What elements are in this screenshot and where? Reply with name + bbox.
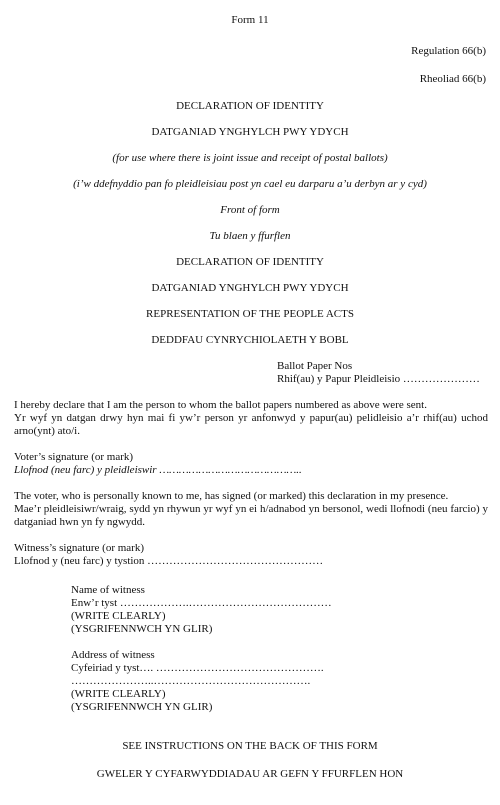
witness-address-write-clearly: (WRITE CLEARLY): [71, 688, 166, 700]
subtitle-en: (for use where there is joint issue and receipt of postal ballots): [112, 152, 388, 164]
witness-name-field[interactable]: Enw’r tyst ……………….…………………………………: [71, 597, 332, 609]
declaration-en: I hereby declare that I am the person to whom the ballot papers numbered as above were sent.: [14, 399, 427, 411]
witness-name-label: Name of witness: [71, 584, 145, 596]
witness-address-label: Address of witness: [71, 649, 155, 661]
witness-address-write-clearly-cy: (YSGRIFENNWCH YN GLIR): [71, 701, 213, 713]
subtitle-cy: (i’w ddefnyddio pan fo pleidleisiau post yn cael eu darparu a’u derbyn ar y cyd): [73, 178, 427, 190]
voter-signature-field[interactable]: Llofnod (neu farc) y pleidleiswir ……………………………………..: [14, 464, 302, 476]
witness-statement-cy: Mae’r pleidleisiwr/wraig, sydd yn rhywun yr wyf yn ei h/adnabod yn bersonol, wedi llofnodi (neu farcio) y datganiad hwn yn fy ngwydd.: [14, 503, 488, 528]
witness-address-field-line2[interactable]: …………………..…………………………………….: [71, 675, 311, 687]
witness-name-write-clearly-cy: (YSGRIFENNWCH YN GLIR): [71, 623, 213, 635]
heading-cy: DATGANIAD YNGHYLCH PWY YDYCH: [151, 282, 349, 294]
ballot-paper-field[interactable]: Rhif(au) y Papur Pleidleisio …………………: [277, 373, 480, 385]
form-number: Form 11: [231, 14, 269, 26]
front-of-form-en: Front of form: [220, 204, 280, 216]
front-of-form-cy: Tu blaen y ffurflen: [209, 230, 291, 242]
voter-signature-label: Voter’s signature (or mark): [14, 451, 134, 463]
witness-statement: [14, 490, 488, 529]
heading-en: DECLARATION OF IDENTITY: [176, 256, 324, 268]
instructions-en: SEE INSTRUCTIONS ON THE BACK OF THIS FORM: [122, 740, 378, 752]
title-en: DECLARATION OF IDENTITY: [176, 100, 324, 112]
witness-signature-field[interactable]: Llofnod y (neu farc) y tystion …………………………………………: [14, 555, 324, 567]
witness-signature-label: Witness’s signature (or mark): [14, 542, 144, 554]
witness-address-field[interactable]: Cyfeiriad y tyst…. ……………………………………….: [71, 662, 324, 674]
acts-en: REPRESENTATION OF THE PEOPLE ACTS: [146, 308, 354, 320]
instructions-cy: GWELER Y CYFARWYDDIADAU AR GEFN Y FFURFLEN HON: [96, 768, 404, 780]
witness-name-write-clearly: (WRITE CLEARLY): [71, 610, 166, 622]
ballot-paper-label-en: Ballot Paper Nos: [277, 360, 353, 372]
declaration-text: [14, 399, 488, 438]
declaration-cy: Yr wyf yn datgan drwy hyn mai fi yw’r person yr anfonwyd y papur(au) pelidleisio a’r rhif(au) uchod arno(ynt) ato/i.: [14, 412, 488, 437]
title-cy: DATGANIAD YNGHYLCH PWY YDYCH: [151, 126, 349, 138]
acts-cy: DEDDFAU CYNRYCHIOLAETH Y BOBL: [151, 334, 349, 346]
regulation-en: Regulation 66(b): [411, 45, 486, 57]
regulation-cy: Rheoliad 66(b): [419, 73, 486, 85]
witness-statement-en: The voter, who is personally known to me, has signed (or marked) this declaration in my presence.: [14, 490, 449, 502]
